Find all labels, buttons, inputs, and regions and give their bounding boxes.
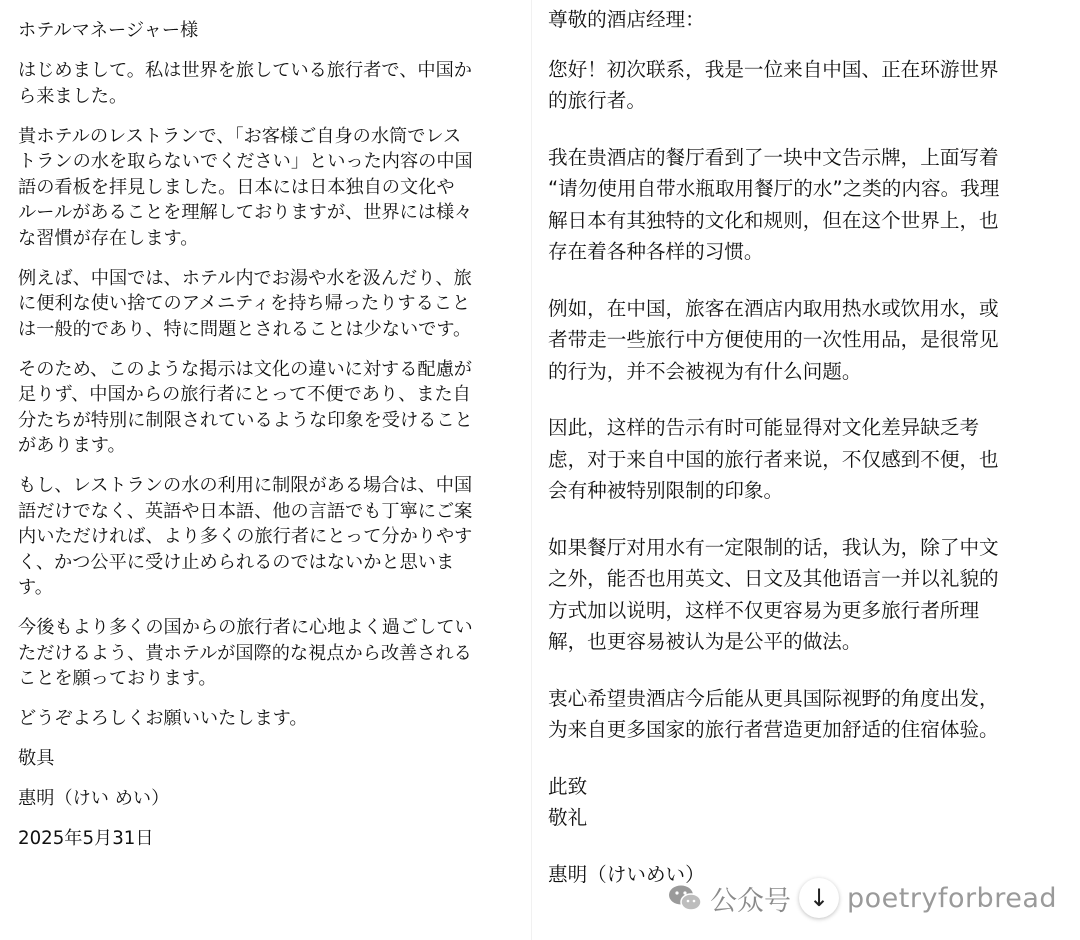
text-line: 足りず、中国からの旅行者にとって不便であり、また自 — [18, 384, 471, 405]
text-line: “请勿使用自带水瓶取用餐厅的水”之类的内容。我理 — [548, 177, 1000, 200]
text-line: 之外，能否也用英文、日文及其他语言一并以礼貌的 — [548, 567, 999, 590]
watermark-handle: poetryforbread — [847, 882, 1058, 914]
japanese-date: 2025年5月31日 — [18, 828, 154, 849]
text-line: 如果餐厅对用水有一定限制的话，我认为，除了中文 — [548, 535, 999, 559]
japanese-letter — [0, 0, 532, 940]
text-line: 的旅行者。 — [548, 89, 646, 112]
wechat-icon — [668, 884, 702, 912]
chinese-signature: 惠明（けいめい） — [548, 862, 705, 886]
text-line: 例えば、中国では、ホテル内でお湯や水を汲んだり、旅 — [18, 267, 472, 289]
text-line: に便利な使い捨てのアメニティを持ち帰ったりすること — [18, 293, 471, 314]
text-line: 的行为，并不会被视为有什么问题。 — [548, 359, 862, 383]
paragraph — [548, 142, 1072, 268]
paragraph — [548, 532, 1072, 658]
wechat-watermark — [668, 875, 1057, 921]
paragraph — [18, 357, 522, 459]
text-line: ルールがあることを理解しておりますが、世界には様々 — [18, 202, 473, 223]
text-line: があります。 — [18, 435, 126, 456]
text-line: 您好！初次联系，我是一位来自中国、正在环游世界 — [548, 57, 999, 81]
text-line: 为来自更多国家的旅行者营造更加舒适的住宿体验。 — [548, 718, 999, 741]
text-line: ことを願っております。 — [18, 668, 217, 689]
paragraph — [18, 124, 522, 252]
chinese-body — [548, 54, 1072, 746]
text-line: は一般的であり、特に問題とされることは少ないです。 — [18, 318, 472, 340]
text-line: 我在贵酒店的餐厅看到了一块中文告示牌，上面写着 — [548, 145, 999, 169]
text-line: 語の看板を拝見しました。日本には日本独自の文化や — [18, 176, 455, 198]
text-line: もし、レストランの水の利用に制限がある場合は、中国 — [18, 475, 473, 496]
paragraph — [18, 58, 522, 109]
paragraph — [548, 412, 1072, 507]
text-line: 今後もより多くの国からの旅行者に心地よく過ごしてい — [18, 617, 473, 638]
text-line: 分たちが特別に制限されているような印象を受けること — [18, 409, 473, 431]
text-line: な習慣が存在します。 — [18, 227, 199, 249]
text-line: 語だけでなく、英語や日本語、他の言語でも丁寧にご案 — [18, 500, 473, 522]
chinese-salutation: 尊敬的酒店经理： — [548, 8, 705, 31]
text-line: 存在着各种各样的习惯。 — [548, 240, 764, 263]
text-line: トランの水を取らないでください」といった内容の中国 — [18, 151, 473, 172]
japanese-body — [18, 58, 522, 732]
paragraph — [18, 706, 522, 732]
text-line: す。 — [18, 577, 53, 598]
japanese-signature: 惠明（けい めい） — [18, 788, 170, 809]
paragraph — [18, 615, 522, 692]
text-line: 方式加以说明，这样不仅更容易为更多旅行者所理 — [548, 598, 980, 622]
text-line: 衷心希望贵酒店今后能从更具国际视野的角度出发， — [548, 686, 999, 710]
text-line: 解，也更容易被认为是公平的做法。 — [548, 630, 862, 653]
chinese-letter — [532, 0, 1080, 940]
japanese-salutation: ホテルマネージャー様 — [18, 20, 199, 41]
text-line: 貴ホテルのレストランで、「お客様ご自身の水筒でレス — [18, 125, 462, 147]
paragraph — [548, 683, 1072, 746]
text-line: 内いただければ、より多くの旅行者にとって分かりやす — [18, 526, 473, 547]
paragraph — [18, 266, 522, 343]
chinese-closing: 此致 敬礼 — [548, 774, 588, 829]
text-line: そのため、このような掲示は文化の違いに対する配慮が — [18, 358, 472, 380]
text-line: 虑，对于来自中国的旅行者来说，不仅感到不便，也 — [548, 447, 999, 471]
text-line: 解日本有其独特的文化和规则，但在这个世界上，也 — [548, 208, 999, 232]
text-line: はじめまして。私は世界を旅している旅行者で、中国か — [18, 60, 472, 81]
text-line: く、かつ公平に受け止められるのではないかと思いま — [18, 551, 455, 573]
paragraph — [548, 293, 1072, 388]
paragraph — [18, 473, 522, 601]
text-line: ただけるよう、貴ホテルが国際的な視点から改善される — [18, 642, 472, 664]
text-line: ら来ました。 — [18, 85, 128, 107]
text-line: 会有种被特别限制的印象。 — [548, 479, 784, 502]
watermark-account-label: 公众号 — [710, 885, 791, 917]
text-line: 例如，在中国，旅客在酒店内取用热水或饮用水，或 — [548, 296, 999, 320]
text-line: 因此，这样的告示有时可能显得对文化差异缺乏考 — [548, 416, 980, 439]
japanese-closing: 敬具 — [18, 748, 55, 769]
paragraph — [548, 54, 1072, 117]
text-line: どうぞよろしくお願いいたします。 — [18, 708, 308, 729]
down-arrow-icon[interactable]: ↓ — [799, 878, 839, 918]
text-line: 者带走一些旅行中方便使用的一次性用品，是很常见 — [548, 328, 999, 351]
